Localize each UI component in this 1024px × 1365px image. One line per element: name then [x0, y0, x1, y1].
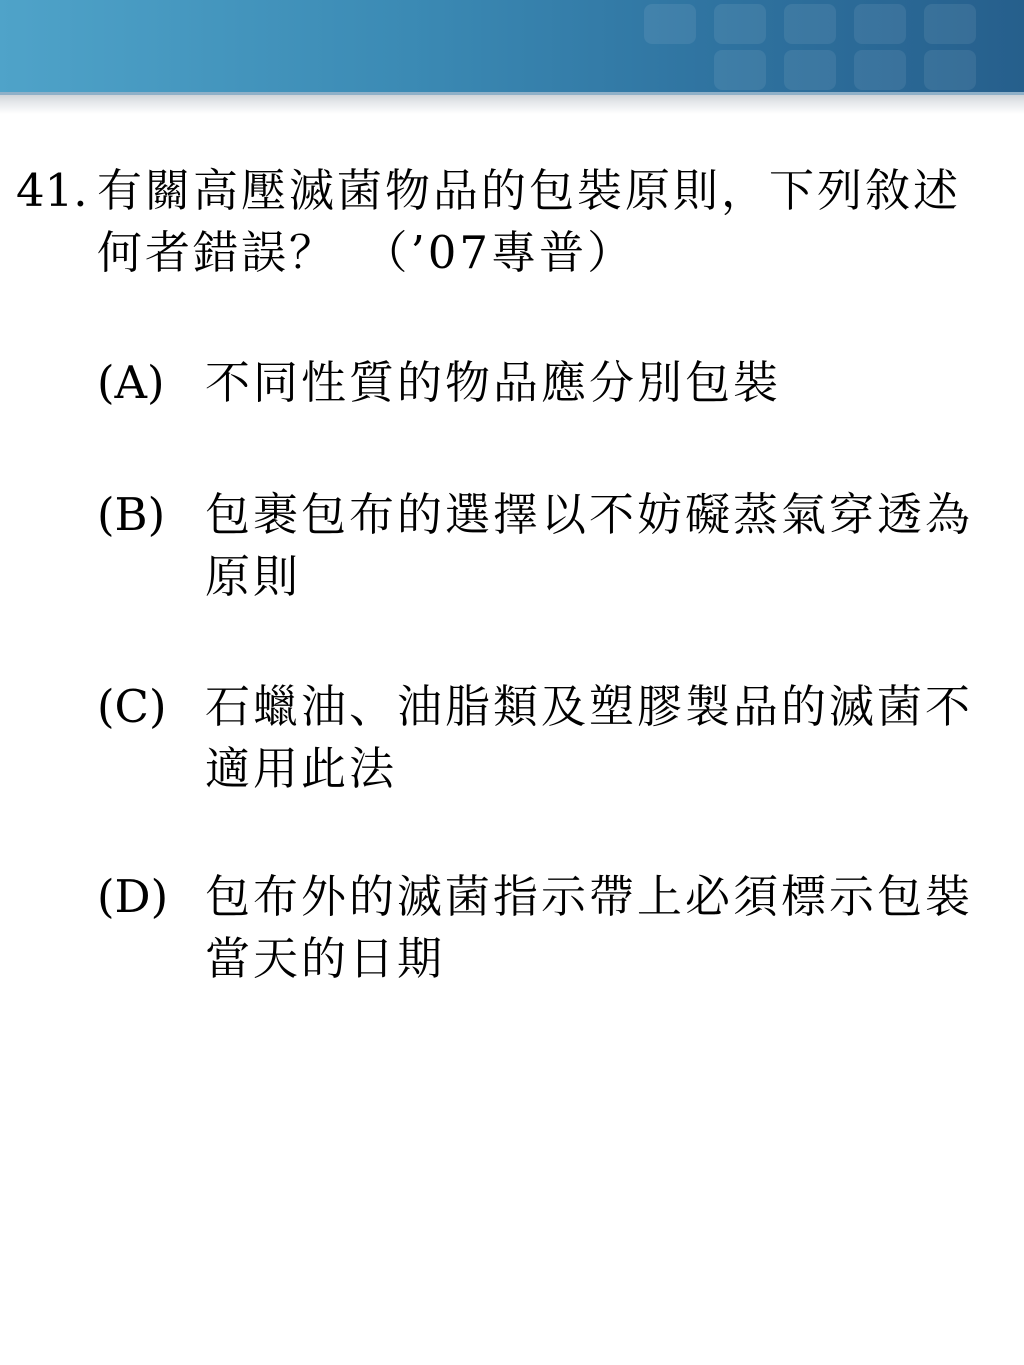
question-number: 41. — [16, 164, 88, 217]
option-c — [97, 676, 1007, 800]
option-c-text: 石蠟油、油脂類及塑膠製品的滅菌不適用此法 — [205, 680, 974, 795]
option-d-text: 包布外的滅菌指示帶上必須標示包裝當天的日期 — [205, 870, 974, 985]
option-d — [97, 866, 1007, 990]
option-a — [97, 352, 1007, 414]
option-b-label: (B) — [97, 488, 166, 541]
option-d-label: (D) — [97, 870, 169, 923]
option-a-text: 不同性質的物品應分別包裝 — [205, 356, 782, 409]
question-text: 有關高壓滅菌物品的包裝原則，下列敘述何者錯誤？ （’07專普） — [97, 164, 962, 279]
option-b — [97, 484, 1007, 608]
option-b-text: 包裹包布的選擇以不妨礙蒸氣穿透為原則 — [205, 488, 974, 603]
option-a-label: (A) — [97, 356, 165, 409]
option-c-label: (C) — [97, 680, 167, 733]
